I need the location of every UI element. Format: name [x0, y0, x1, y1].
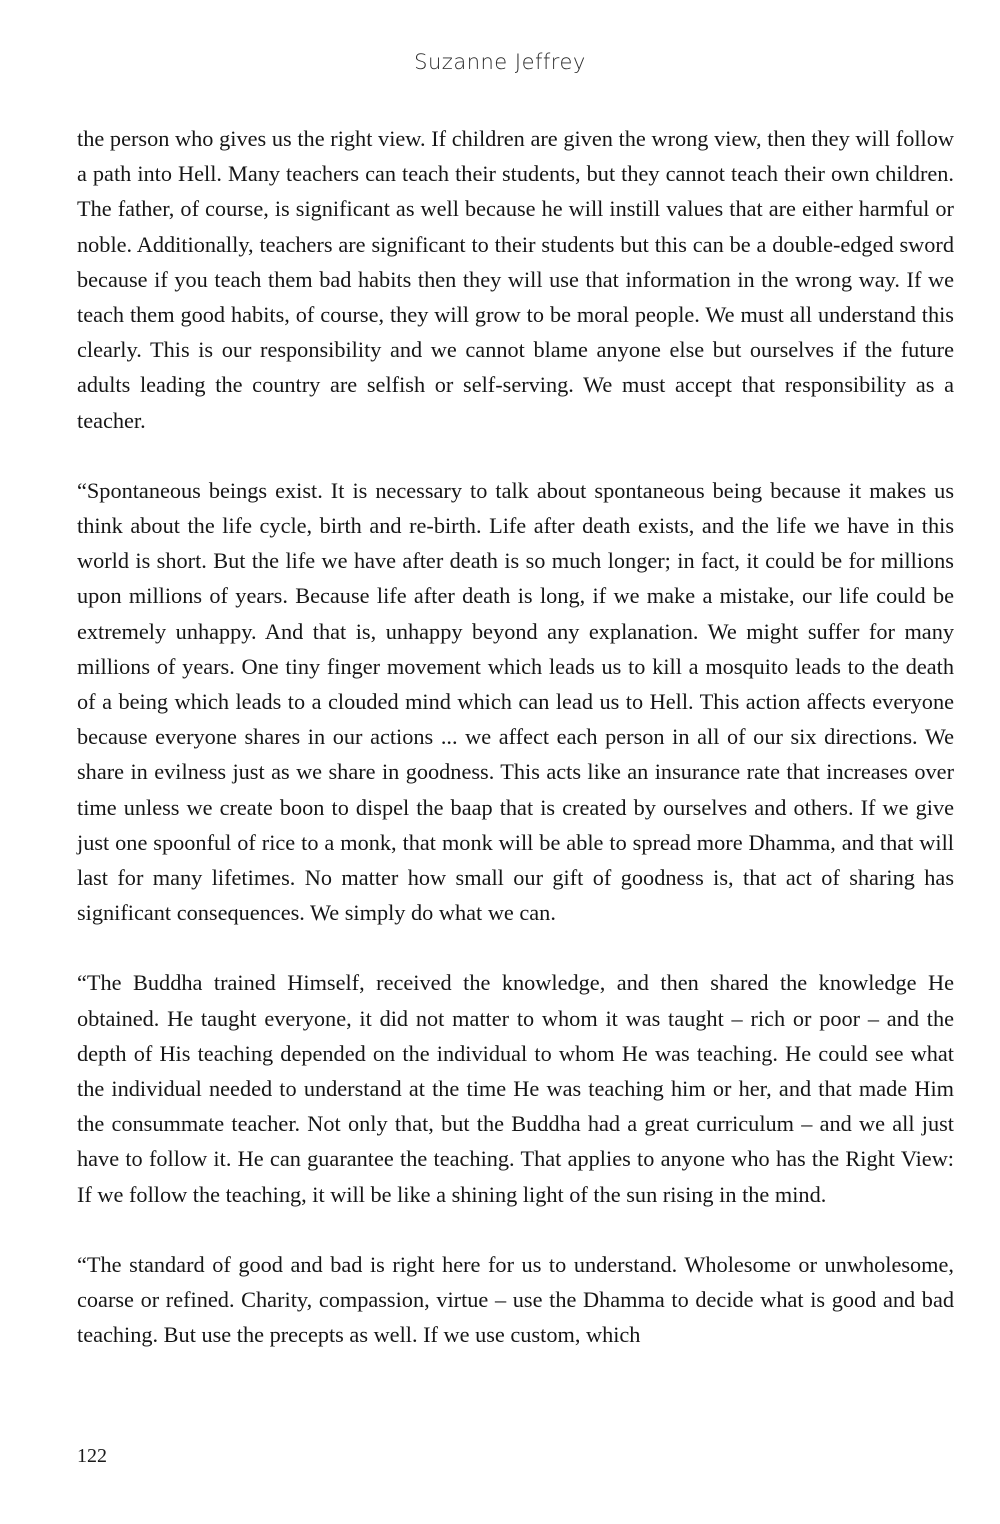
- page-number: 122: [77, 1445, 107, 1467]
- running-header-author: Suzanne Jeffrey: [414, 50, 586, 74]
- body-text: [77, 121, 954, 1388]
- paragraph-buddha-teacher: “The Buddha trained Himself, received the knowledge, and then shared the knowledge He obtained. He taught everyone, it did not matter to whom it was taught – rich or poor – and the depth of His teaching depended on the individual to whom He was teaching. He could see what the individual needed to understand at the time He was teaching him or her, and that made Him the consummate teacher. Not only that, but the Buddha had a great curriculum – and we all just have to follow it. He can guarantee the teaching. That applies to anyone who has the Right View: If we follow the teaching, it will be like a shining light of the sun rising in the mind.: [77, 970, 954, 1207]
- paragraph-spontaneous-beings: “Spontaneous beings exist. It is necessary to talk about spontaneous being because it makes us think about the life cycle, birth and re-birth. Life after death exists, and the life we have in this world is short. But the life we have after death is so much longer; in fact, it could be for millions upon millions of years. Because life after death is long, if we make a mistake, our life could be extremely unhappy. And that is, unhappy beyond any explanation. We might suffer for many millions of years. One tiny finger movement which leads us to kill a mosquito leads to the death of a being which leads to a clouded mind which can lead us to Hell. This action affects everyone because everyone shares in our actions ... we affect each person in all of our six directions. We share in evilness just as we share in goodness. This acts like an insurance rate that increases over time unless we create boon to dispel the baap that is created by ourselves and others. If we give just one spoonful of rice to a monk, that monk will be able to spread more Dhamma, and that will last for many lifetimes. No matter how small our gift of goodness is, that act of sharing has significant consequences. We simply do what we can.: [77, 477, 954, 926]
- paragraph-right-view: the person who gives us the right view. If children are given the wrong view, then they will follow a path into Hell. Many teachers can teach their students, but they cannot teach their own children. The father, of course, is significant as well because he will instill values that are either harmful or noble. Additionally, teachers are significant to their students but this can be a double-edged sword because if you teach them bad habits then they will use that information in the wrong way. If we teach them good habits, of course, they will grow to be moral people. We must all understand this clearly. This is our responsibility and we cannot blame anyone else but ourselves if the future adults leading the country are selfish or self-serving. We must accept that responsibility as a teacher.: [77, 126, 954, 433]
- paragraph-standard-good-bad: “The standard of good and bad is right here for us to understand. Wholesome or unwholesome, coarse or refined. Charity, compassion, virtue – use the Dhamma to decide what is good and bad teaching. But use the precepts as well. If we use custom, which: [77, 1251, 954, 1348]
